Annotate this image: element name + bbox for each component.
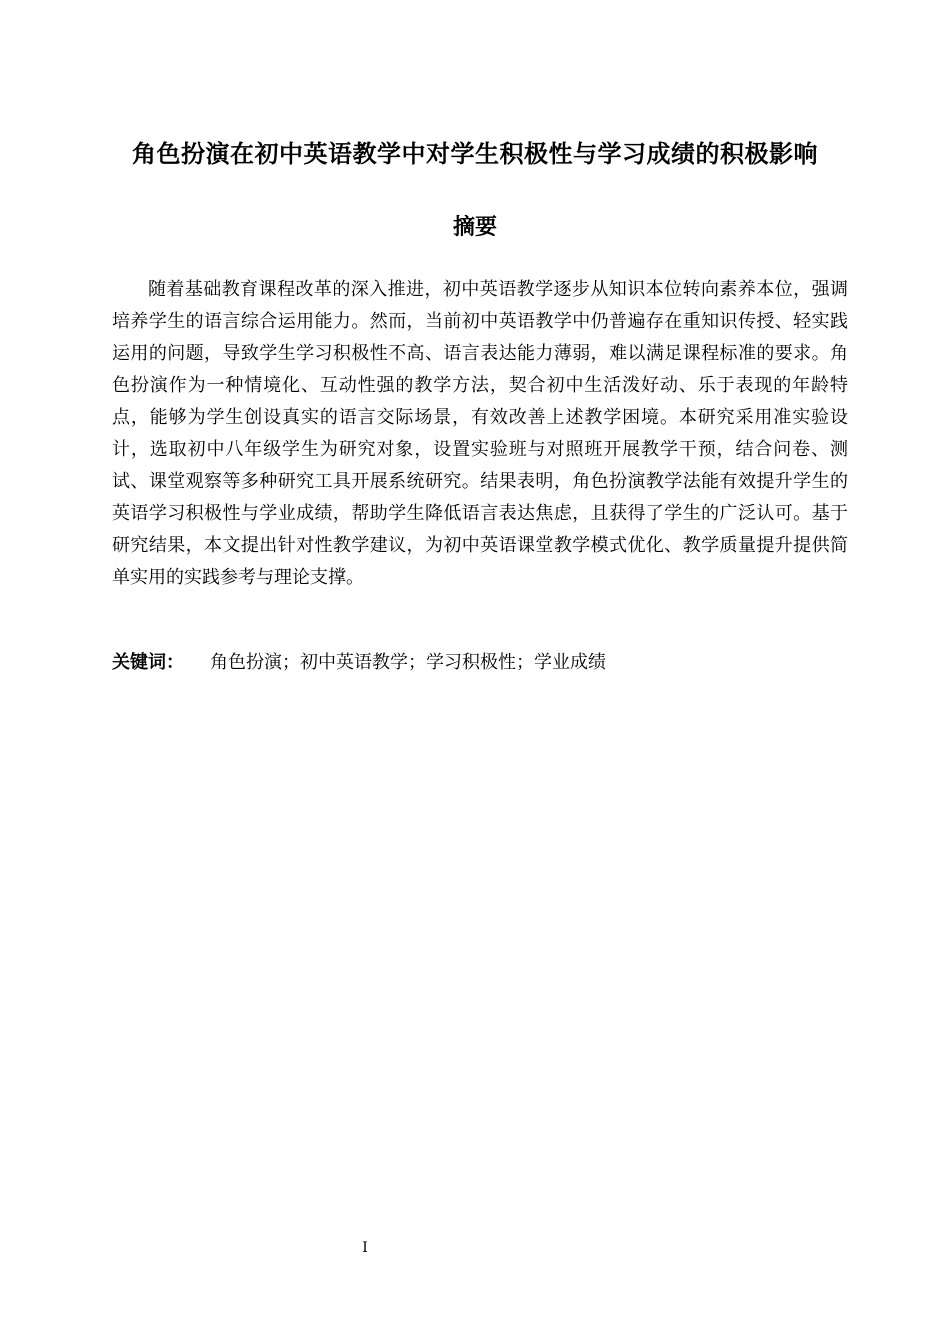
keywords-text: 角色扮演；初中英语教学；学习积极性；学业成绩 [210,652,606,673]
abstract-heading: 摘要 [452,215,497,240]
abstract-body: 随着基础教育课程改革的深入推进，初中英语教学逐步从知识本位转向素养本位，强调培养学生的语言综合运用能力。然而，当前初中英语教学中仍普遍存在重知识传授、轻实践运用的问题，导致学生学习积极性不高、语言表达能力薄弱，难以满足课程标准的要求。角色扮演作为一种情境化、互动性强的教学方法，契合初中生活泼好动、乐于表现的年龄特点，能够为学生创设真实的语言交际场景，有效改善上述教学困境。本研究采用准实验设计，选取初中八年级学生为研究对象，设置实验班与对照班开展教学干预，结合问卷、测试、课堂观察等多种研究工具开展系统研究。结果表明，角色扮演教学法能有效提升学生的英语学习积极性与学业成绩，帮助学生降低语言表达焦虑，且获得了学生的广泛认可。基于研究结果，本文提出针对性教学建议，为初中英语课堂教学模式优化、教学质量提升提供简单实用的实践参考与理论支撑。 [112,279,848,588]
page-number: I [362,1240,368,1256]
keywords-label: 关键词： [112,652,184,673]
keywords-line [112,647,848,679]
paper-title: 角色扮演在初中英语教学中对学生积极性与学习成绩的积极影响 [132,140,818,168]
